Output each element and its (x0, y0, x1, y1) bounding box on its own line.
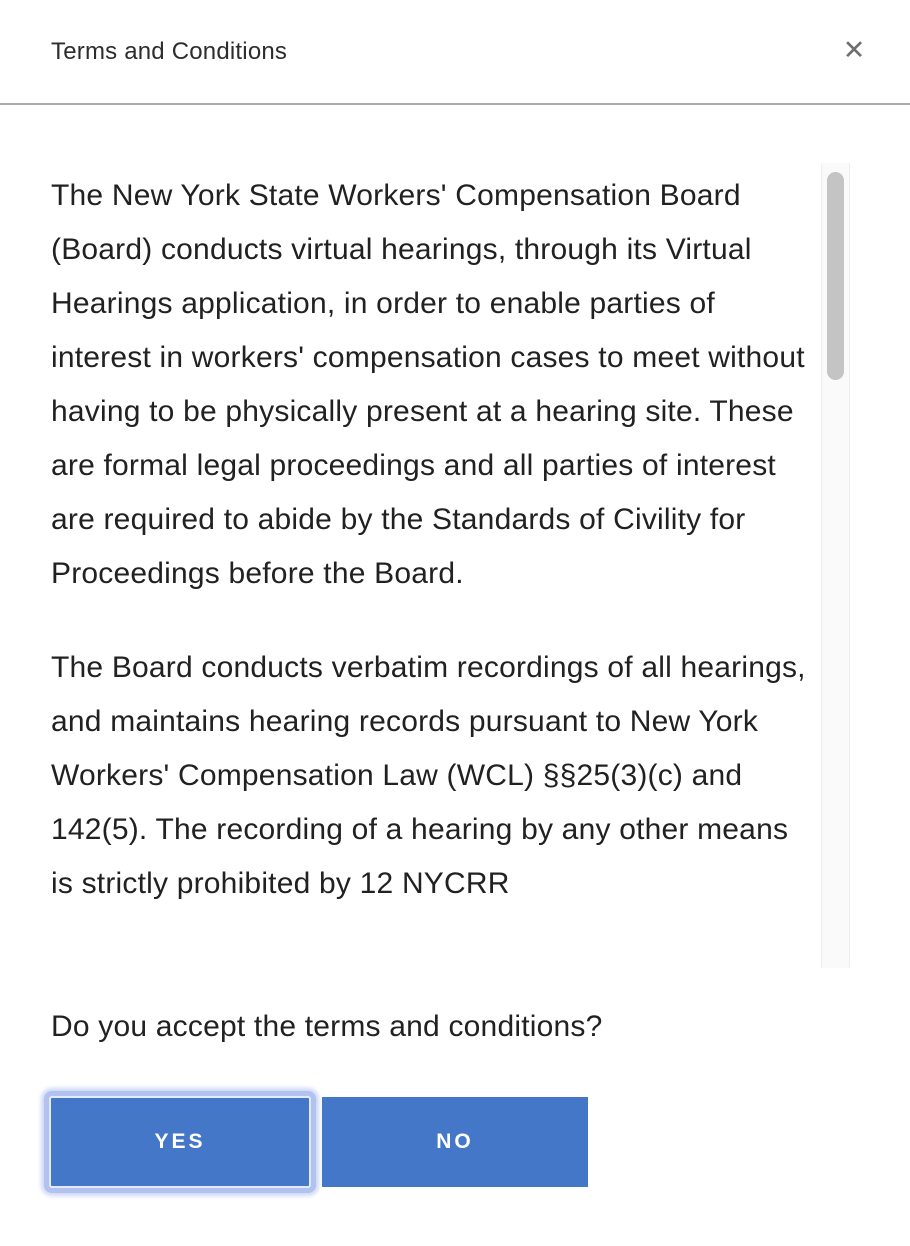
terms-paragraph-2: The Board conducts verbatim recordings of all hearings, and maintains hearing records pursuant to New York Workers' Compensation Law (WCL) §§25(3)(c) and 142(5). The recording of a hearing by any other means is strictly prohibited by 12 NYCRR (51, 651, 806, 900)
close-icon: ✕ (842, 35, 866, 65)
header-divider (0, 103, 910, 105)
dialog-title: Terms and Conditions (51, 38, 288, 65)
button-row (44, 1091, 588, 1193)
close-button[interactable] (836, 32, 872, 68)
terms-paragraph-1: The New York State Workers' Compensation Board (Board) conducts virtual hearings, through its Virtual Hearings application, in order to enable parties of interest in workers' compensation cases to meet without having to be physically present at a hearing site. These are formal legal proceedings and all parties of interest are required to abide by the Standards of Civility for Proceedings before the Board. (51, 179, 805, 590)
scrollbar-track[interactable] (821, 163, 850, 968)
yes-button[interactable]: YES (49, 1096, 311, 1188)
accept-question: Do you accept the terms and conditions? (51, 1010, 603, 1043)
terms-text (0, 163, 850, 911)
yes-button-focus-ring (44, 1091, 316, 1193)
terms-scroll-area[interactable] (0, 163, 850, 970)
no-button[interactable]: NO (322, 1097, 588, 1187)
scrollbar-thumb[interactable] (827, 172, 844, 380)
